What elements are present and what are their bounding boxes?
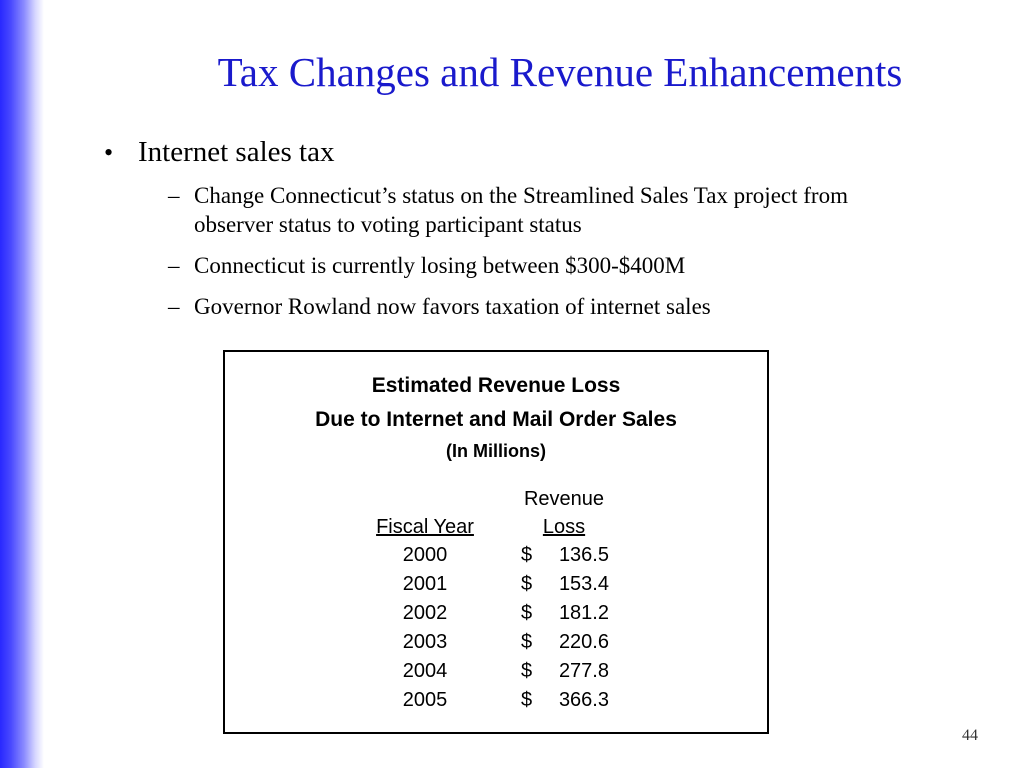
- column-header-loss: Loss: [542, 516, 586, 538]
- slide-title: Tax Changes and Revenue Enhancements: [217, 49, 903, 95]
- cell-currency: $: [521, 689, 533, 711]
- cell-currency: $: [521, 573, 533, 595]
- sub-bullet-text: Governor Rowland now favors taxation of internet sales: [194, 294, 711, 319]
- cell-fiscal-year: 2004: [402, 660, 448, 682]
- bullet-item-main: [104, 134, 984, 171]
- table-body: [225, 544, 767, 718]
- cell-revenue-loss: 181.2: [558, 602, 609, 624]
- bullet-text: Internet sales tax: [138, 136, 335, 168]
- cell-revenue-loss: 136.5: [558, 544, 609, 566]
- cell-revenue-loss: 277.8: [558, 660, 609, 682]
- table-row: [225, 631, 767, 660]
- cell-fiscal-year: 2005: [402, 689, 448, 711]
- cell-currency: $: [521, 660, 533, 682]
- cell-revenue-loss: 153.4: [558, 573, 609, 595]
- sub-bullet-item: [168, 181, 984, 239]
- table-title-line3: (In Millions): [446, 441, 546, 461]
- sub-bullet-list: [168, 181, 984, 321]
- table-row: [225, 573, 767, 602]
- page-number: 44: [962, 727, 978, 744]
- table-title-line1: Estimated Revenue Loss: [371, 374, 621, 397]
- cell-fiscal-year: 2000: [402, 544, 448, 566]
- cell-currency: $: [521, 602, 533, 624]
- cell-revenue-loss: 220.6: [558, 631, 609, 653]
- cell-fiscal-year: 2002: [402, 602, 448, 624]
- table-row: [225, 602, 767, 631]
- bullet-list: [104, 134, 984, 333]
- table-row: [225, 544, 767, 573]
- revenue-loss-table: [223, 350, 769, 734]
- column-header-revenue: Revenue: [523, 488, 605, 510]
- column-header-fiscal-year: Fiscal Year: [376, 516, 474, 538]
- bullet-dot-icon: •: [104, 138, 114, 167]
- cell-currency: $: [521, 544, 533, 566]
- cell-fiscal-year: 2001: [402, 573, 448, 595]
- dash-icon: –: [168, 294, 180, 319]
- table-title-line2: Due to Internet and Mail Order Sales: [315, 408, 677, 431]
- dash-icon: –: [168, 183, 180, 208]
- dash-icon: –: [168, 253, 180, 278]
- cell-revenue-loss: 366.3: [558, 689, 609, 711]
- cell-fiscal-year: 2003: [402, 631, 448, 653]
- left-gradient-band: [0, 0, 44, 768]
- cell-currency: $: [521, 631, 533, 653]
- sub-bullet-text: Change Connecticut’s status on the Streamlined Sales Tax project from observer status to voting participant status: [194, 183, 848, 237]
- sub-bullet-item: [168, 251, 984, 280]
- table-row: [225, 660, 767, 689]
- sub-bullet-item: [168, 292, 984, 321]
- sub-bullet-text: Connecticut is currently losing between $300-$400M: [194, 253, 686, 278]
- table-row: [225, 689, 767, 718]
